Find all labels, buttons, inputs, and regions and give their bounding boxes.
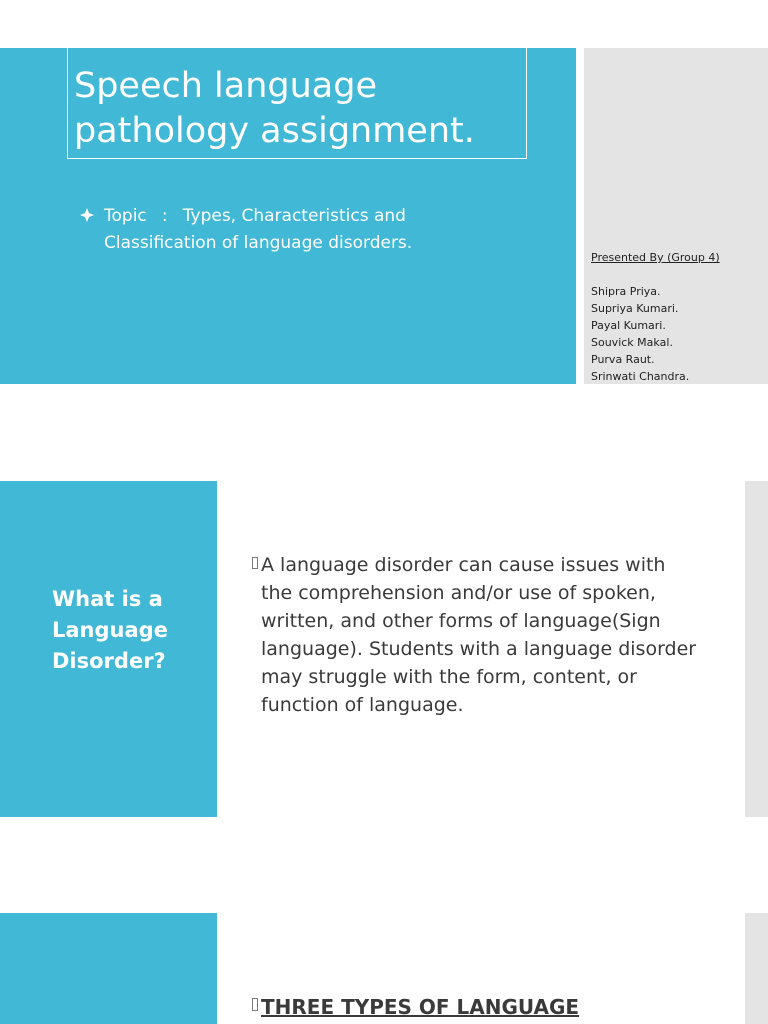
title-box [67, 48, 527, 159]
square-bullet-icon [252, 998, 258, 1011]
presenter-item: Payal Kumari. [591, 319, 666, 332]
types-heading: THREE TYPES OF LANGUAGE [261, 995, 580, 1019]
definition-heading: What is a Language Disorder? [52, 587, 168, 673]
presenter-item: Srinwati Chandra. [591, 370, 690, 383]
definition-side-panel [0, 481, 217, 817]
slide-title [0, 48, 768, 384]
definition-edge-strip [745, 481, 768, 817]
square-bullet-icon [252, 557, 258, 569]
topic-line-1 [104, 203, 406, 230]
definition-body: A language disorder can cause issues with the comprehension and/or use of spoken, written, and other forms of language(Sign language). Students with a language disorder may struggle with the form, content, or function of language. [261, 554, 697, 716]
title-line-1: Speech language [74, 66, 378, 106]
presentation-title [74, 64, 475, 154]
presenter-item: Souvick Makal. [591, 336, 673, 349]
topic-text-1: Types, Characteristics and [182, 206, 406, 226]
presenters-block [591, 249, 761, 384]
presenter-item: Shipra Priya. [591, 285, 661, 298]
topic-label: Topic [104, 206, 147, 226]
slide-types [0, 913, 768, 1024]
presenter-list [591, 283, 761, 384]
presented-by-heading: Presented By (Group 4) [591, 251, 720, 264]
diamond-bullet-icon [80, 208, 94, 222]
types-edge-strip [745, 913, 768, 1024]
types-side-panel [0, 913, 217, 1024]
title-line-2: pathology assignment. [74, 111, 475, 151]
presenter-item: Purva Raut. [591, 353, 655, 366]
slide-definition [0, 481, 768, 817]
topic-line-2: Classification of language disorders. [104, 233, 413, 253]
title-panel [0, 48, 576, 384]
presenter-item: Supriya Kumari. [591, 302, 679, 315]
topic-separator: : [161, 206, 168, 226]
